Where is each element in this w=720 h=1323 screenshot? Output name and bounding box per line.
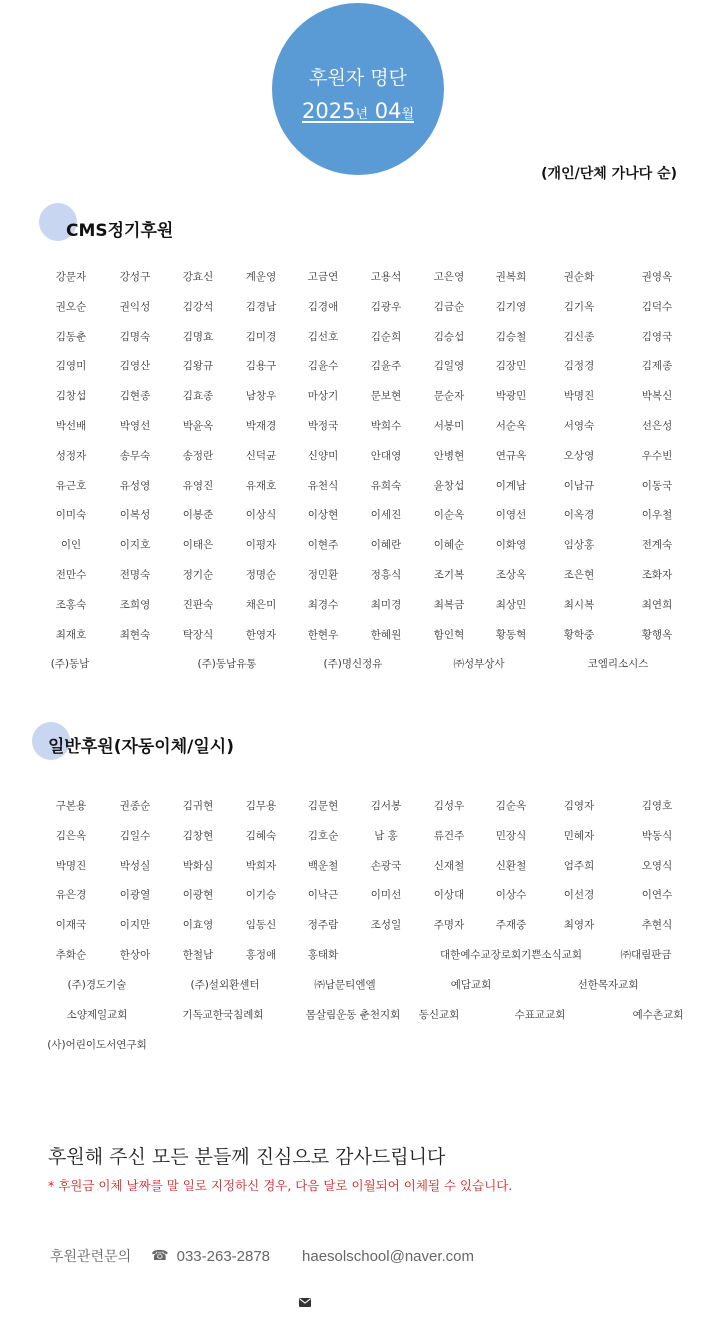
donor-name: 박선배	[55, 419, 87, 432]
donor-row	[38, 597, 688, 627]
donor-name: 남 홍	[374, 829, 398, 842]
donor-name: 채은미	[245, 598, 277, 611]
donor-row	[38, 947, 688, 977]
period-month: 04	[374, 99, 402, 123]
donor-name: 송정란	[182, 449, 214, 462]
phone-number[interactable]: 033-263-2878	[176, 1247, 271, 1265]
donor-name: 김용구	[245, 360, 277, 373]
donor-name: 이동국	[641, 479, 673, 492]
donor-name: 전만수	[55, 568, 87, 581]
donor-name: 안대영	[370, 449, 402, 462]
donor-name: 남창우	[245, 390, 277, 403]
donor-name: 김일수	[119, 829, 151, 842]
donor-row	[38, 329, 688, 359]
donor-name: 김윤주	[370, 360, 402, 373]
donor-name: 고금연	[307, 271, 339, 283]
donor-name: 전명숙	[119, 568, 151, 581]
organization-donor: (주)명신정유	[323, 658, 383, 671]
donor-name: 조희영	[119, 598, 151, 611]
donor-row	[38, 507, 688, 537]
donor-name: 김경애	[307, 300, 339, 313]
donor-name: 신환철	[495, 859, 527, 872]
organization-donor: 예수촌교회	[632, 1008, 684, 1021]
donor-name: 정기순	[182, 568, 214, 581]
donor-name: 최영자	[563, 919, 595, 932]
donor-name: 최연희	[641, 598, 673, 611]
organization-donor: 선한목자교회	[577, 978, 639, 991]
donor-row	[38, 917, 688, 947]
donor-name: 박성실	[119, 859, 151, 872]
donor-name: 김무용	[245, 800, 277, 812]
donor-name: 계운영	[245, 271, 277, 283]
donor-name: 이상현	[307, 509, 339, 522]
donor-name: 주재중	[495, 919, 527, 932]
donor-row	[38, 798, 688, 828]
organization-donor: 몸살림운동 춘천지회	[305, 1008, 401, 1021]
donor-name: 최미경	[370, 598, 402, 611]
donor-name: 유영진	[182, 479, 214, 492]
donor-name: 박희수	[370, 419, 402, 432]
donor-name: 선은성	[641, 419, 673, 432]
organization-donor: (사)어린이도서연구회	[47, 1038, 147, 1051]
donor-name: 이기승	[245, 889, 277, 902]
donor-name: 우수빈	[641, 449, 673, 462]
donor-name: 강문자	[55, 271, 87, 283]
donor-name: 최재호	[55, 628, 87, 641]
donor-name: 김신종	[563, 330, 595, 343]
donor-name: 김윤수	[307, 360, 339, 373]
donor-row	[38, 448, 688, 478]
donor-name: 김기영	[495, 300, 527, 313]
donor-name: 김영호	[641, 800, 673, 812]
donor-name: 권순화	[563, 271, 595, 283]
donor-name: 주명자	[433, 919, 465, 932]
donor-name: 이현주	[307, 539, 339, 552]
donor-name: 이효영	[182, 919, 214, 932]
organization-row	[38, 977, 688, 1007]
donor-name: 탁장식	[182, 628, 214, 641]
donor-name: 신양미	[307, 449, 339, 462]
donor-name: 조상옥	[495, 568, 527, 581]
donor-name: 이인	[60, 539, 82, 552]
donor-name: 서순옥	[495, 419, 527, 432]
donor-name: 한철남	[182, 948, 214, 961]
donor-name: 진판숙	[182, 598, 214, 611]
donor-row	[38, 627, 688, 657]
donor-name: 김혜숙	[245, 829, 277, 842]
organization-donor: 동신교회	[418, 1008, 460, 1021]
organization-donor: 소양제일교회	[66, 1008, 128, 1021]
transfer-warning: * 후원금 이체 날짜를 말 일로 지정하신 경우, 다음 달로 이월되어 이체될 수 있습니다.	[48, 1178, 513, 1193]
donor-name: 최상민	[495, 598, 527, 611]
donor-name: 한영자	[245, 628, 277, 641]
donor-name: 전계숙	[641, 539, 673, 552]
donor-name: 김명효	[182, 330, 214, 343]
donor-row	[38, 887, 688, 917]
donor-name: 박정국	[307, 419, 339, 432]
organization-donor: 대한예수교장로회기쁜소식교회	[439, 948, 583, 961]
period	[272, 99, 444, 123]
donor-name: 김일영	[433, 360, 465, 373]
donor-name: 이우철	[641, 509, 673, 522]
thanks-message: 후원해 주신 모든 분들께 진심으로 감사드립니다	[48, 1146, 446, 1168]
donor-name: 홍정애	[245, 948, 277, 961]
donor-name: 김선호	[307, 330, 339, 343]
donor-name: 김성우	[433, 800, 465, 812]
donor-name: 최시복	[563, 598, 595, 611]
donor-name: 김효종	[182, 390, 214, 403]
donor-name: 박복신	[641, 390, 673, 403]
donor-name: 엄주희	[563, 859, 595, 872]
donor-name: 김동춘	[55, 330, 87, 343]
donor-name: 조홍숙	[55, 598, 87, 611]
donor-name: 김영국	[641, 330, 673, 343]
donor-name: 고은영	[433, 271, 465, 283]
donor-name: 조기복	[433, 568, 465, 581]
donor-name: 한상아	[119, 948, 151, 961]
envelope-icon[interactable]	[299, 1298, 311, 1307]
donor-name: 김귀현	[182, 800, 214, 812]
donor-name: 민장식	[495, 829, 527, 842]
donor-name: 박명진	[563, 390, 595, 403]
donor-name: 김창현	[182, 829, 214, 842]
donor-name: 이옥경	[563, 509, 595, 522]
donor-name: 김강석	[182, 300, 214, 313]
organization-donor: (주)동남	[50, 658, 90, 671]
donor-name: 김광우	[370, 300, 402, 313]
organization-donor: (주)설외환센터	[190, 978, 260, 991]
donor-name: 이복성	[119, 509, 151, 522]
donor-name: 이봉준	[182, 509, 214, 522]
donor-name: 황학중	[563, 628, 595, 641]
donor-name: 이지호	[119, 539, 151, 552]
donor-row	[38, 858, 688, 888]
donor-name: 이순옥	[433, 509, 465, 522]
organization-row	[38, 656, 688, 686]
donor-name: 박재경	[245, 419, 277, 432]
organization-donor: 기독교한국침례회	[182, 1008, 264, 1021]
donor-name: 한현우	[307, 628, 339, 641]
donor-name: 김영미	[55, 360, 87, 373]
donor-name: 박명진	[55, 859, 87, 872]
donor-name: 정주람	[307, 919, 339, 932]
donor-name: 김승철	[495, 330, 527, 343]
donor-name: 김은옥	[55, 829, 87, 842]
donor-name: 유희숙	[370, 479, 402, 492]
donor-name: 추현식	[641, 919, 673, 932]
donor-name: 권오순	[55, 300, 87, 313]
donor-name: 이지만	[119, 919, 151, 932]
organization-donor: (주)경도기술	[67, 978, 127, 991]
donor-name: 김순옥	[495, 800, 527, 812]
donor-name: 유성영	[119, 479, 151, 492]
donor-name: 강효신	[182, 271, 214, 283]
donor-name: 서영숙	[563, 419, 595, 432]
donor-name: 이태은	[182, 539, 214, 552]
donor-name: 이재국	[55, 919, 87, 932]
donor-row	[38, 537, 688, 567]
donor-name: 송무숙	[119, 449, 151, 462]
donor-name: 이낙근	[307, 889, 339, 902]
donor-name: 김영산	[119, 360, 151, 373]
period-month-unit: 월	[401, 107, 414, 122]
organization-donor: 코엠리소시스	[587, 658, 649, 671]
donor-name: 이미숙	[55, 509, 87, 522]
donor-row	[38, 478, 688, 508]
donor-name: 윤창섭	[433, 479, 465, 492]
donor-name: 백운철	[307, 859, 339, 872]
donor-name: 유근호	[55, 479, 87, 492]
donor-name: 추화순	[55, 948, 87, 961]
donor-name: 정명순	[245, 568, 277, 581]
donor-name: 김왕규	[182, 360, 214, 373]
organization-row	[38, 1037, 688, 1067]
donor-row	[38, 567, 688, 597]
donor-name: 김서봉	[370, 800, 402, 812]
donor-name: 최복금	[433, 598, 465, 611]
donor-name: 이세진	[370, 509, 402, 522]
donor-name: 김영자	[563, 800, 595, 812]
order-note: (개인/단체 가나다 순)	[541, 166, 677, 182]
donor-name: 이평자	[245, 539, 277, 552]
donor-name: 김문현	[307, 800, 339, 812]
email-address[interactable]: haesolschool@naver.com	[302, 1247, 475, 1265]
donor-row	[38, 828, 688, 858]
donor-name: 서봉미	[433, 419, 465, 432]
cms-section-title: CMS정기후원	[66, 221, 174, 241]
donor-name: 유재호	[245, 479, 277, 492]
donor-name: 조화자	[641, 568, 673, 581]
donor-name: 김순희	[370, 330, 402, 343]
donor-name: 최현숙	[119, 628, 151, 641]
donor-name: 연규옥	[495, 449, 527, 462]
donor-name: 황행옥	[641, 628, 673, 641]
cms-donor-list	[38, 269, 688, 686]
donor-name: 이선경	[563, 889, 595, 902]
donor-row	[38, 358, 688, 388]
donor-name: 이상수	[495, 889, 527, 902]
donor-name: 유천식	[307, 479, 339, 492]
donor-name: 홍태화	[307, 948, 339, 961]
donor-name: 한혜원	[370, 628, 402, 641]
donor-name: 이화영	[495, 539, 527, 552]
donor-name: 이영선	[495, 509, 527, 522]
donor-name: 오영식	[641, 859, 673, 872]
donor-row	[38, 269, 688, 299]
donor-name: 김명숙	[119, 330, 151, 343]
donor-name: 마상기	[307, 390, 339, 403]
donor-name: 권영옥	[641, 271, 673, 283]
organization-donor: (주)동남유통	[197, 658, 257, 671]
donor-name: 박화심	[182, 859, 214, 872]
donor-name: 김기옥	[563, 300, 595, 313]
donor-name: 김승섭	[433, 330, 465, 343]
donor-name: 조은현	[563, 568, 595, 581]
contact-info	[50, 1246, 474, 1266]
donor-name: 이상대	[433, 889, 465, 902]
donor-name: 이상식	[245, 509, 277, 522]
donor-name: 이미선	[370, 889, 402, 902]
organization-row	[38, 1007, 688, 1037]
donor-name: 김창섭	[55, 390, 87, 403]
donor-name: 정흥식	[370, 568, 402, 581]
organization-donor: ㈜대림판금	[620, 948, 672, 961]
donor-row	[38, 388, 688, 418]
donor-name: 정민환	[307, 568, 339, 581]
donor-name: 함인혁	[433, 628, 465, 641]
title-badge	[272, 3, 444, 175]
contact-label: 후원관련문의	[50, 1249, 132, 1265]
donor-name: 강성구	[119, 271, 151, 283]
donor-name: 박동식	[641, 829, 673, 842]
donor-name: 이혜순	[433, 539, 465, 552]
donor-name: 황동혁	[495, 628, 527, 641]
organization-donor: ㈜남문티엔엘	[314, 978, 376, 991]
donor-name: 김제종	[641, 360, 673, 373]
donor-name: 안병현	[433, 449, 465, 462]
donor-name: 임상홍	[563, 539, 595, 552]
donor-name: 김정경	[563, 360, 595, 373]
organization-donor: 수표교교회	[514, 1008, 566, 1021]
donor-name: 이광현	[182, 889, 214, 902]
donor-name: 권익성	[119, 300, 151, 313]
donor-name: 신재철	[433, 859, 465, 872]
donor-name: 임동신	[245, 919, 277, 932]
donor-name: 박윤옥	[182, 419, 214, 432]
donor-name: 권복희	[495, 271, 527, 283]
donor-name: 고용석	[370, 271, 402, 283]
donor-name: 김호순	[307, 829, 339, 842]
donor-row	[38, 299, 688, 329]
donor-name: 이광열	[119, 889, 151, 902]
donor-name: 김금순	[433, 300, 465, 313]
donor-name: 김경남	[245, 300, 277, 313]
donor-row	[38, 418, 688, 448]
donor-name: 최경수	[307, 598, 339, 611]
general-section-title: 일반후원(자동이체/일시)	[48, 737, 234, 757]
donor-name: 김미경	[245, 330, 277, 343]
donor-name: 김현종	[119, 390, 151, 403]
period-year: 2025	[302, 99, 356, 123]
phone-icon: ☎	[151, 1248, 169, 1264]
organization-donor: ㈜성부상사	[453, 658, 505, 671]
period-year-unit: 년	[355, 107, 369, 122]
donor-name: 이남규	[563, 479, 595, 492]
donor-name: 이혜란	[370, 539, 402, 552]
organization-donor: 예담교회	[450, 978, 492, 991]
donor-name: 오상영	[563, 449, 595, 462]
donor-name: 김덕수	[641, 300, 673, 313]
donor-name: 박광민	[495, 390, 527, 403]
donor-name: 이연수	[641, 889, 673, 902]
donor-name: 김장민	[495, 360, 527, 373]
donor-name: 유은경	[55, 889, 87, 902]
donor-name: 권종순	[119, 800, 151, 812]
donor-name: 문순자	[433, 390, 465, 403]
donor-name: 조성일	[370, 919, 402, 932]
general-donor-list	[38, 798, 688, 1067]
donor-name: 민혜자	[563, 829, 595, 842]
donor-name: 손광국	[370, 859, 402, 872]
donor-name: 구본용	[55, 800, 87, 812]
donor-name: 신덕균	[245, 449, 277, 462]
donor-name: 박영선	[119, 419, 151, 432]
donor-name: 문보현	[370, 390, 402, 403]
donor-name: 류건주	[433, 829, 465, 842]
page-title: 후원자 명단	[309, 67, 407, 89]
donor-name: 성정자	[55, 449, 87, 462]
donor-name: 이계남	[495, 479, 527, 492]
donor-name: 박희자	[245, 859, 277, 872]
